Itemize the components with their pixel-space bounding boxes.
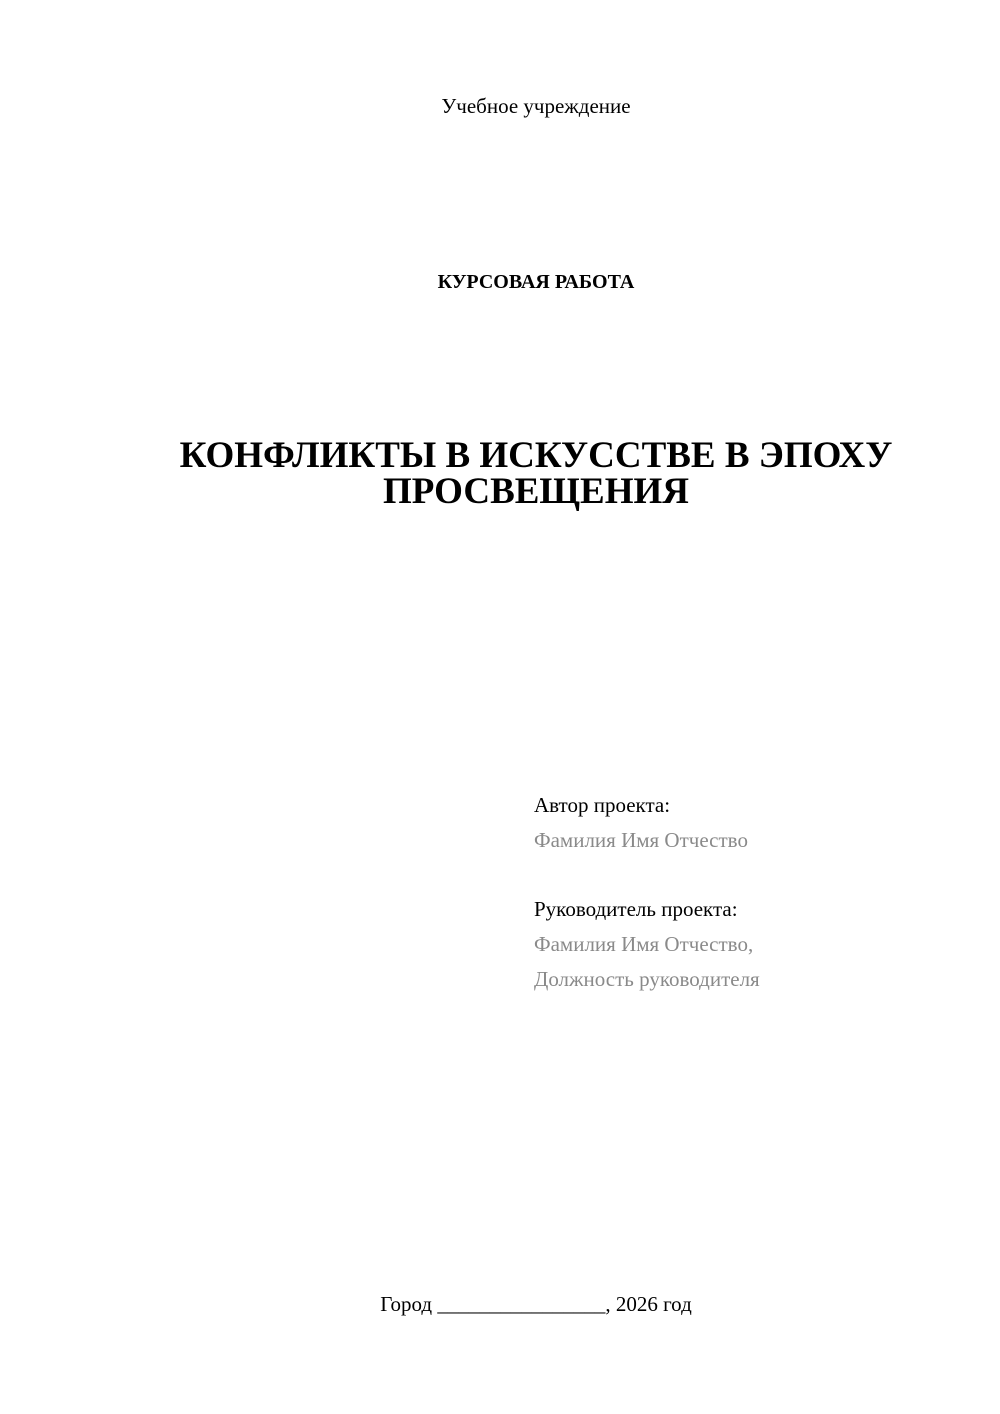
author-label: Автор проекта: <box>534 793 671 817</box>
credits-block <box>534 788 974 997</box>
title-line-1: КОНФЛИКТЫ В ИСКУССТВЕ В ЭПОХУ <box>179 435 893 476</box>
supervisor-name: Фамилия Имя Отчество, <box>534 932 754 956</box>
credits-spacer <box>534 858 974 892</box>
document-type: КУРСОВАЯ РАБОТА <box>437 271 635 293</box>
institution-name: Учебное учреждение <box>441 94 631 118</box>
title-line-2: ПРОСВЕЩЕНИЯ <box>382 471 690 512</box>
document-title <box>150 435 922 512</box>
supervisor-position: Должность руководителя <box>534 967 760 991</box>
author-name: Фамилия Имя Отчество <box>534 828 748 852</box>
city-year-line: Город ________________, 2026 год <box>380 1292 692 1316</box>
supervisor-label: Руководитель проекта: <box>534 897 738 921</box>
